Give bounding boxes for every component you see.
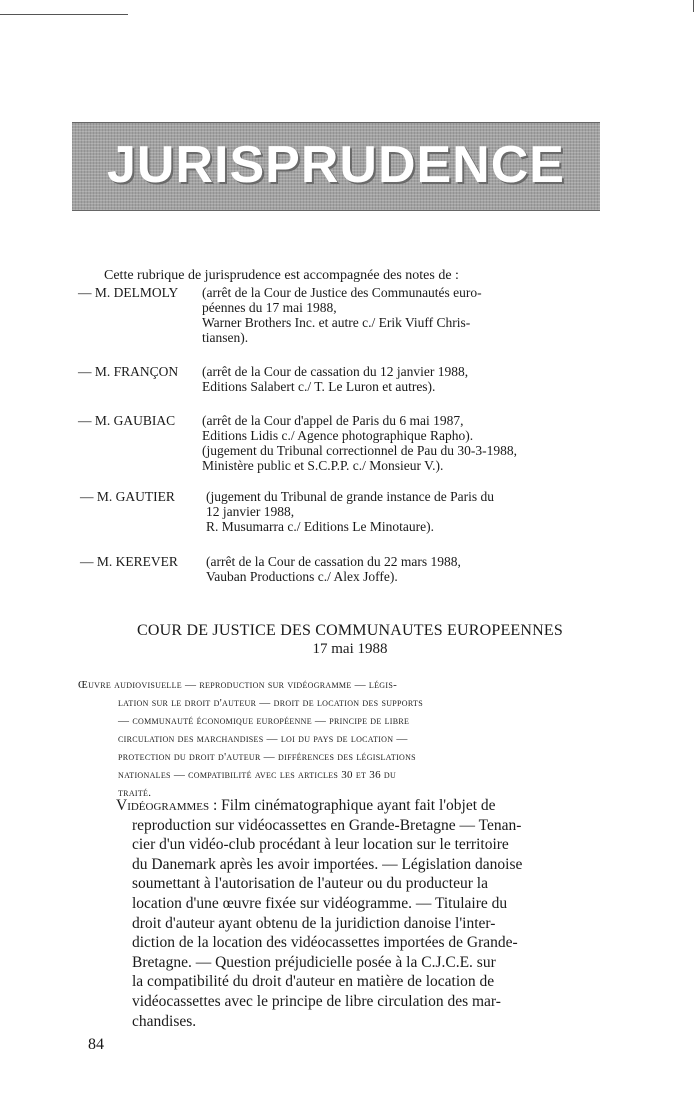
summary-line: soumettant à l'autorisation de l'auteur ou du producteur la (132, 875, 488, 893)
note-description (202, 364, 602, 394)
summary-line: reproduction sur vidéocassettes en Grande-Bretagne — Tenan- (132, 816, 522, 834)
note-author: — M. DELMOLY (78, 285, 179, 300)
note-line: (arrêt de la Cour de Justice des Communautés euro- (202, 285, 482, 300)
summary-line: cier d'un vidéo-club procédant à leur location sur le territoire (132, 836, 509, 854)
note-author: — M. GAUTIER (80, 489, 175, 504)
note-line: Warner Brothers Inc. et autre c./ Erik Viuff Chris- (202, 315, 471, 330)
note-line: R. Musumarra c./ Editions Le Minotaure). (206, 519, 434, 534)
summary-line: vidéocassettes avec le principe de libre circulation des mar- (132, 992, 501, 1010)
banner-title: JURISPRUDENCE (107, 136, 565, 194)
note-line: (arrêt de la Cour de cassation du 12 janvier 1988, (202, 364, 469, 379)
keyword-line: circulation des marchandises — loi du pays de location — (118, 733, 408, 745)
summary-line: droit d'auteur ayant obtenu de la juridiction danoise l'inter- (132, 914, 496, 932)
note-description (206, 554, 606, 584)
note-line: (jugement du Tribunal correctionnel de Pau du 30-3-1988, (202, 443, 517, 458)
court-date: 17 mai 1988 (312, 641, 388, 657)
keyword-line: Œuvre audiovisuelle — reproduction sur vidéogramme — légis- (78, 679, 398, 691)
summary-line: la compatibilité du droit d'auteur en matière de location de (132, 973, 495, 991)
intro-text: Cette rubrique de jurisprudence est accompagnée des notes de : (104, 268, 459, 283)
keyword-line: nationales — compatibilité avec les articles 30 et 36 du (118, 769, 397, 781)
corner-mark (693, 0, 694, 12)
keyword-line: protection du droit d'auteur — différences des législations (118, 751, 416, 763)
note-description (202, 413, 602, 473)
summary-first-rest: : Film cinématographique ayant fait l'objet de (209, 797, 496, 814)
note-line: Editions Lidis c./ Agence photographique Rapho). (202, 428, 474, 443)
keywords-block (78, 676, 604, 802)
summary-line: location d'une œuvre fixée sur vidéogramme. — Titulaire du (132, 894, 508, 912)
note-line: Ministère public et S.C.P.P. c./ Monsieur V.). (202, 458, 444, 473)
keyword-line: lation sur le droit d'auteur — droit de location des supports (118, 697, 423, 709)
section-banner (72, 122, 600, 211)
top-rule (0, 14, 128, 15)
page-number: 84 (88, 1036, 104, 1053)
note-line: Vauban Productions c./ Alex Joffe). (206, 569, 398, 584)
note-line: (arrêt de la Cour d'appel de Paris du 6 mai 1987, (202, 413, 464, 428)
note-line: 12 janvier 1988, (206, 504, 295, 519)
keyword-line: traité. (118, 787, 152, 799)
summary-first-line (116, 796, 606, 816)
note-author: — M. FRANÇON (78, 364, 179, 379)
note-line: péennes du 17 mai 1988, (202, 300, 337, 315)
note-author: — M. GAUBIAC (78, 413, 176, 428)
keyword-line: — communauté économique européenne — principe de libre (118, 715, 410, 727)
note-line: (arrêt de la Cour de cassation du 22 mars 1988, (206, 554, 461, 569)
note-author: — M. KEREVER (80, 554, 178, 569)
summary-line: diction de la location des vidéocassettes importées de Grande- (132, 934, 518, 952)
court-heading: COUR DE JUSTICE DES COMMUNAUTES EUROPEENNES (137, 622, 563, 639)
note-line: tiansen). (202, 330, 249, 345)
summary-line: du Danemark après les avoir importées. — Législation danoise (132, 855, 523, 873)
note-description (206, 489, 606, 534)
summary-lead: Vidéogrammes (116, 797, 210, 814)
summary-paragraph (116, 796, 606, 1031)
note-line: (jugement du Tribunal de grande instance de Paris du (206, 489, 494, 504)
note-line: Editions Salabert c./ T. Le Luron et autres). (202, 379, 436, 394)
summary-line: Bretagne. — Question préjudicielle posée à la C.J.C.E. sur (132, 953, 496, 971)
summary-line: chandises. (132, 1012, 197, 1030)
note-description (202, 285, 602, 345)
